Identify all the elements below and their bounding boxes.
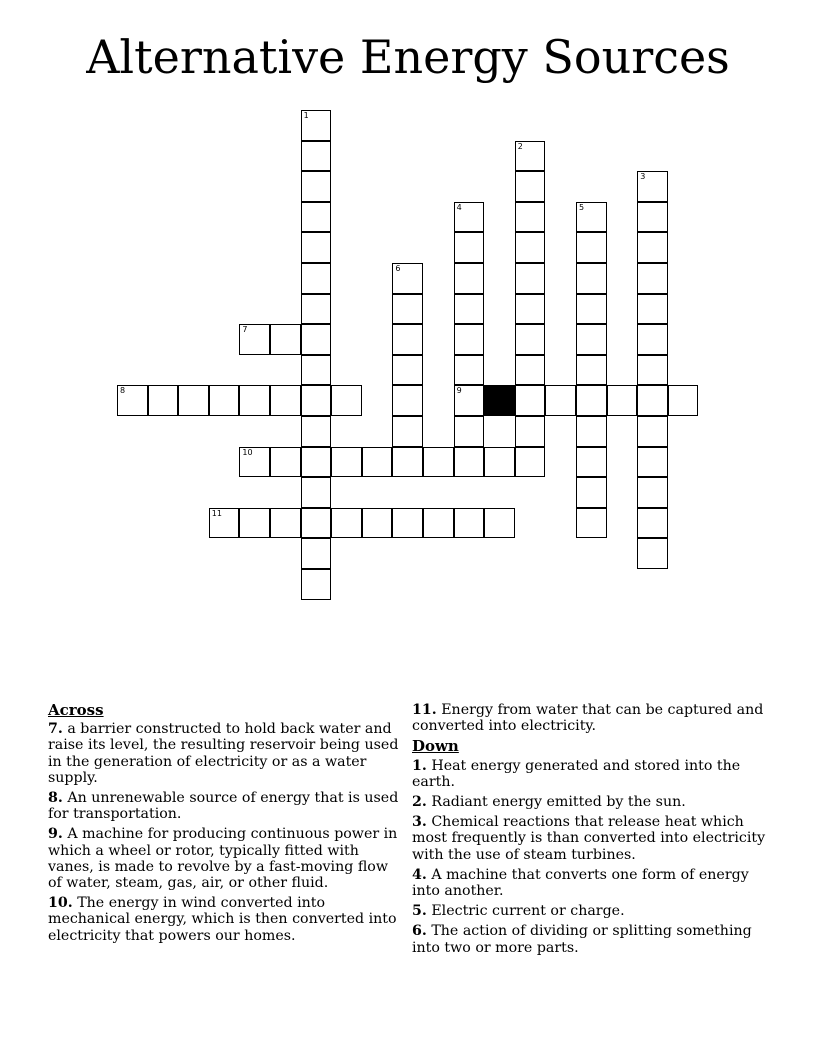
grid-cell[interactable] [301, 232, 332, 263]
grid-cell[interactable] [454, 324, 485, 355]
clue-text: Chemical reactions that release heat which most frequently is than converted into electricity with the use of steam turbines. [412, 814, 766, 863]
grid-cell[interactable] [392, 263, 423, 294]
clue-text: Electric current or charge. [431, 903, 625, 920]
clue-number: 9. [48, 826, 63, 843]
clue-text: a barrier constructed to hold back water and raise its level, the resulting reservoir being used in the generation of electricity or as a water supply. [48, 721, 399, 786]
grid-cell[interactable] [576, 477, 607, 508]
grid-cell[interactable] [576, 355, 607, 386]
grid-cell[interactable] [515, 171, 546, 202]
grid-cell[interactable] [331, 447, 362, 478]
grid-cell[interactable] [148, 385, 179, 416]
grid-cell[interactable] [301, 508, 332, 539]
clue-down-4 [412, 867, 774, 899]
grid-cell[interactable] [637, 355, 668, 386]
grid-cell[interactable] [392, 324, 423, 355]
grid-cell[interactable] [637, 447, 668, 478]
grid-cell[interactable] [515, 141, 546, 172]
grid-cell[interactable] [454, 416, 485, 447]
grid-cell[interactable] [362, 447, 393, 478]
clue-number: 10. [48, 895, 73, 912]
cell-number: 9 [456, 386, 462, 396]
grid-cell[interactable] [576, 447, 607, 478]
grid-cell[interactable] [301, 477, 332, 508]
grid-cell[interactable] [301, 416, 332, 447]
grid-cell[interactable] [454, 263, 485, 294]
grid-cell[interactable] [301, 538, 332, 569]
cell-number: 2 [517, 141, 523, 151]
clue-number: 7. [48, 721, 63, 738]
grid-cell[interactable] [484, 508, 515, 539]
grid-cell[interactable] [545, 385, 576, 416]
cell-number: 7 [242, 325, 248, 335]
clue-number: 5. [412, 903, 427, 920]
clues-left-column [48, 702, 406, 948]
cell-number: 11 [211, 508, 222, 518]
clue-number: 11. [412, 702, 437, 718]
grid-cell[interactable] [301, 202, 332, 233]
grid-cell[interactable] [331, 508, 362, 539]
grid-cell[interactable] [301, 324, 332, 355]
grid-cell[interactable] [515, 202, 546, 233]
grid-cell[interactable] [607, 385, 638, 416]
clue-text: A machine that converts one form of energy into another. [412, 866, 749, 900]
grid-cell[interactable] [209, 385, 240, 416]
grid-cell[interactable] [576, 294, 607, 325]
clue-down-6 [412, 923, 774, 955]
grid-cell[interactable] [392, 447, 423, 478]
grid-cell[interactable] [576, 232, 607, 263]
blocked-cell [484, 385, 515, 416]
grid-cell[interactable] [637, 263, 668, 294]
clue-number: 8. [48, 790, 63, 807]
grid-cell[interactable] [515, 294, 546, 325]
grid-cell[interactable] [515, 416, 546, 447]
grid-cell[interactable] [301, 263, 332, 294]
grid-cell[interactable] [454, 355, 485, 386]
clue-text: An unrenewable source of energy that is used for transportation. [48, 790, 399, 823]
grid-cell[interactable] [576, 416, 607, 447]
grid-cell[interactable] [178, 385, 209, 416]
clue-text: Radiant energy emitted by the sun. [431, 794, 686, 811]
cell-number: 8 [120, 386, 126, 396]
grid-cell[interactable] [392, 385, 423, 416]
grid-cell[interactable] [484, 447, 515, 478]
grid-cell[interactable] [209, 508, 240, 539]
grid-cell[interactable] [239, 447, 270, 478]
grid-cell[interactable] [331, 385, 362, 416]
grid-cell[interactable] [270, 447, 301, 478]
grid-cell[interactable] [637, 232, 668, 263]
grid-cell[interactable] [362, 508, 393, 539]
grid-cell[interactable] [637, 477, 668, 508]
clue-text: Heat energy generated and stored into the earth. [412, 757, 741, 790]
grid-cell[interactable] [239, 324, 270, 355]
grid-cell[interactable] [423, 447, 454, 478]
grid-cell[interactable] [301, 569, 332, 600]
clue-text: The energy in wind converted into mechanical energy, which is then converted into electricity that powers our homes. [48, 895, 397, 944]
clue-text: A machine for producing continuous power in which a wheel or rotor, typically fitted with vanes, is made to revolve by a fast-moving flow of water, steam, gas, air, or other fluid. [48, 826, 398, 892]
grid-cell[interactable] [270, 508, 301, 539]
across-heading: Across [48, 701, 104, 719]
grid-cell[interactable] [392, 416, 423, 447]
grid-cell[interactable] [515, 324, 546, 355]
clue-down-5 [412, 903, 774, 919]
clue-number: 1. [412, 757, 427, 774]
grid-cell[interactable] [637, 324, 668, 355]
clue-down-1 [412, 758, 774, 790]
grid-cell[interactable] [301, 355, 332, 386]
clue-text: The action of dividing or splitting something into two or more parts. [412, 923, 752, 956]
cell-number: 10 [242, 447, 253, 457]
clue-down-2 [412, 794, 774, 810]
grid-cell[interactable] [301, 141, 332, 172]
grid-cell[interactable] [117, 385, 148, 416]
grid-cell[interactable] [576, 202, 607, 233]
grid-cell[interactable] [637, 416, 668, 447]
grid-cell[interactable] [301, 171, 332, 202]
clue-across-9 [48, 826, 406, 891]
grid-cell[interactable] [239, 385, 270, 416]
grid-cell[interactable] [576, 263, 607, 294]
grid-cell[interactable] [270, 385, 301, 416]
clue-number: 2. [412, 794, 427, 811]
puzzle-title: Alternative Energy Sources [86, 30, 730, 84]
clue-across-8 [48, 790, 406, 822]
cell-number: 4 [456, 202, 462, 212]
grid-cell[interactable] [637, 171, 668, 202]
cell-number: 5 [579, 202, 585, 212]
grid-cell[interactable] [637, 538, 668, 569]
grid-cell[interactable] [515, 447, 546, 478]
grid-cell[interactable] [301, 447, 332, 478]
grid-cell[interactable] [576, 385, 607, 416]
grid-cell[interactable] [576, 324, 607, 355]
clue-down-3 [412, 814, 774, 863]
clue-number: 4. [412, 866, 427, 883]
grid-cell[interactable] [454, 385, 485, 416]
grid-cell[interactable] [454, 508, 485, 539]
grid-cell[interactable] [392, 508, 423, 539]
clues-right-column [412, 702, 774, 960]
grid-cell[interactable] [515, 232, 546, 263]
grid-cell[interactable] [454, 447, 485, 478]
cell-number: 6 [395, 264, 401, 273]
cell-number: 1 [303, 111, 309, 120]
grid-cell[interactable] [392, 294, 423, 325]
grid-cell[interactable] [637, 385, 668, 416]
grid-cell[interactable] [454, 202, 485, 233]
grid-cell[interactable] [637, 508, 668, 539]
clue-text: Energy from water that can be captured and converted into electricity. [412, 702, 764, 735]
down-heading: Down [412, 737, 459, 756]
grid-cell[interactable] [515, 385, 546, 416]
grid-cell[interactable] [301, 110, 332, 141]
grid-cell[interactable] [515, 355, 546, 386]
grid-cell[interactable] [301, 294, 332, 325]
grid-cell[interactable] [454, 294, 485, 325]
clue-across-7 [48, 721, 406, 786]
grid-cell[interactable] [239, 508, 270, 539]
grid-cell[interactable] [423, 508, 454, 539]
grid-cell[interactable] [301, 385, 332, 416]
grid-cell[interactable] [576, 508, 607, 539]
clue-across-10 [48, 895, 406, 944]
cell-number: 3 [640, 172, 646, 182]
grid-cell[interactable] [392, 355, 423, 386]
grid-cell[interactable] [270, 324, 301, 355]
clue-across-11 [412, 702, 774, 734]
grid-cell[interactable] [637, 202, 668, 233]
grid-cell[interactable] [637, 294, 668, 325]
clue-number: 3. [412, 814, 427, 831]
grid-cell[interactable] [515, 263, 546, 294]
grid-cell[interactable] [668, 385, 699, 416]
grid-cell[interactable] [454, 232, 485, 263]
clue-number: 6. [412, 923, 427, 940]
